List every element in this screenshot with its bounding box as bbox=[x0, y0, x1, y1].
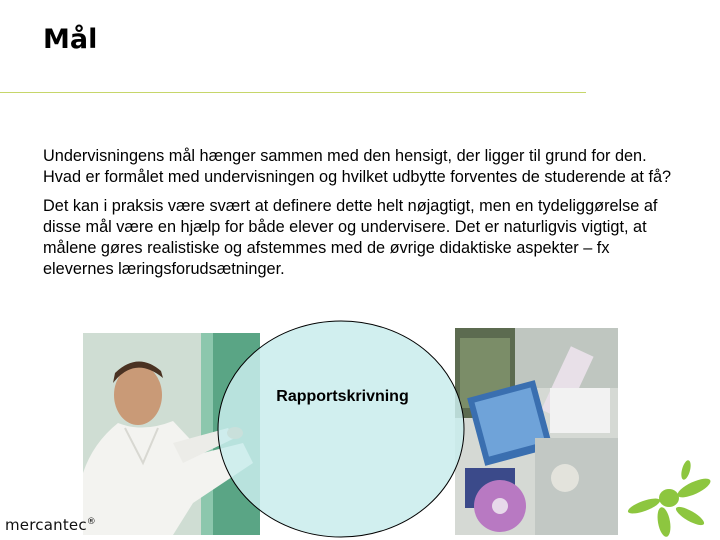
page-title: Mål bbox=[43, 24, 98, 55]
logo-mark: ® bbox=[86, 517, 96, 527]
flower-logo-icon bbox=[624, 458, 714, 538]
logo-text: mercantec bbox=[5, 516, 87, 534]
ellipse-label: Rapportskrivning bbox=[276, 388, 409, 405]
body-text bbox=[43, 146, 683, 288]
paragraph-1: Undervisningens mål hænger sammen med den hensigt, der ligger til grund for den. Hvad er formålet med undervisningen og hvilket udbytte forventes de studerende at få? bbox=[43, 147, 672, 186]
technology-collage bbox=[455, 328, 618, 535]
topic-ellipse bbox=[215, 318, 467, 540]
mercantec-logo bbox=[5, 516, 96, 538]
paragraph-2: Det kan i praksis være svært at definere dette helt nøjagtigt, men en tydeliggørelse af disse mål være en hjælp for både elever og undervisere. Det er naturligvis vigtigt, at målene gøres realistiske og afstemmes med de øvrige didaktiske aspekter – fx elevernes læringsforudsætninger. bbox=[43, 197, 658, 278]
title-divider bbox=[0, 92, 586, 93]
